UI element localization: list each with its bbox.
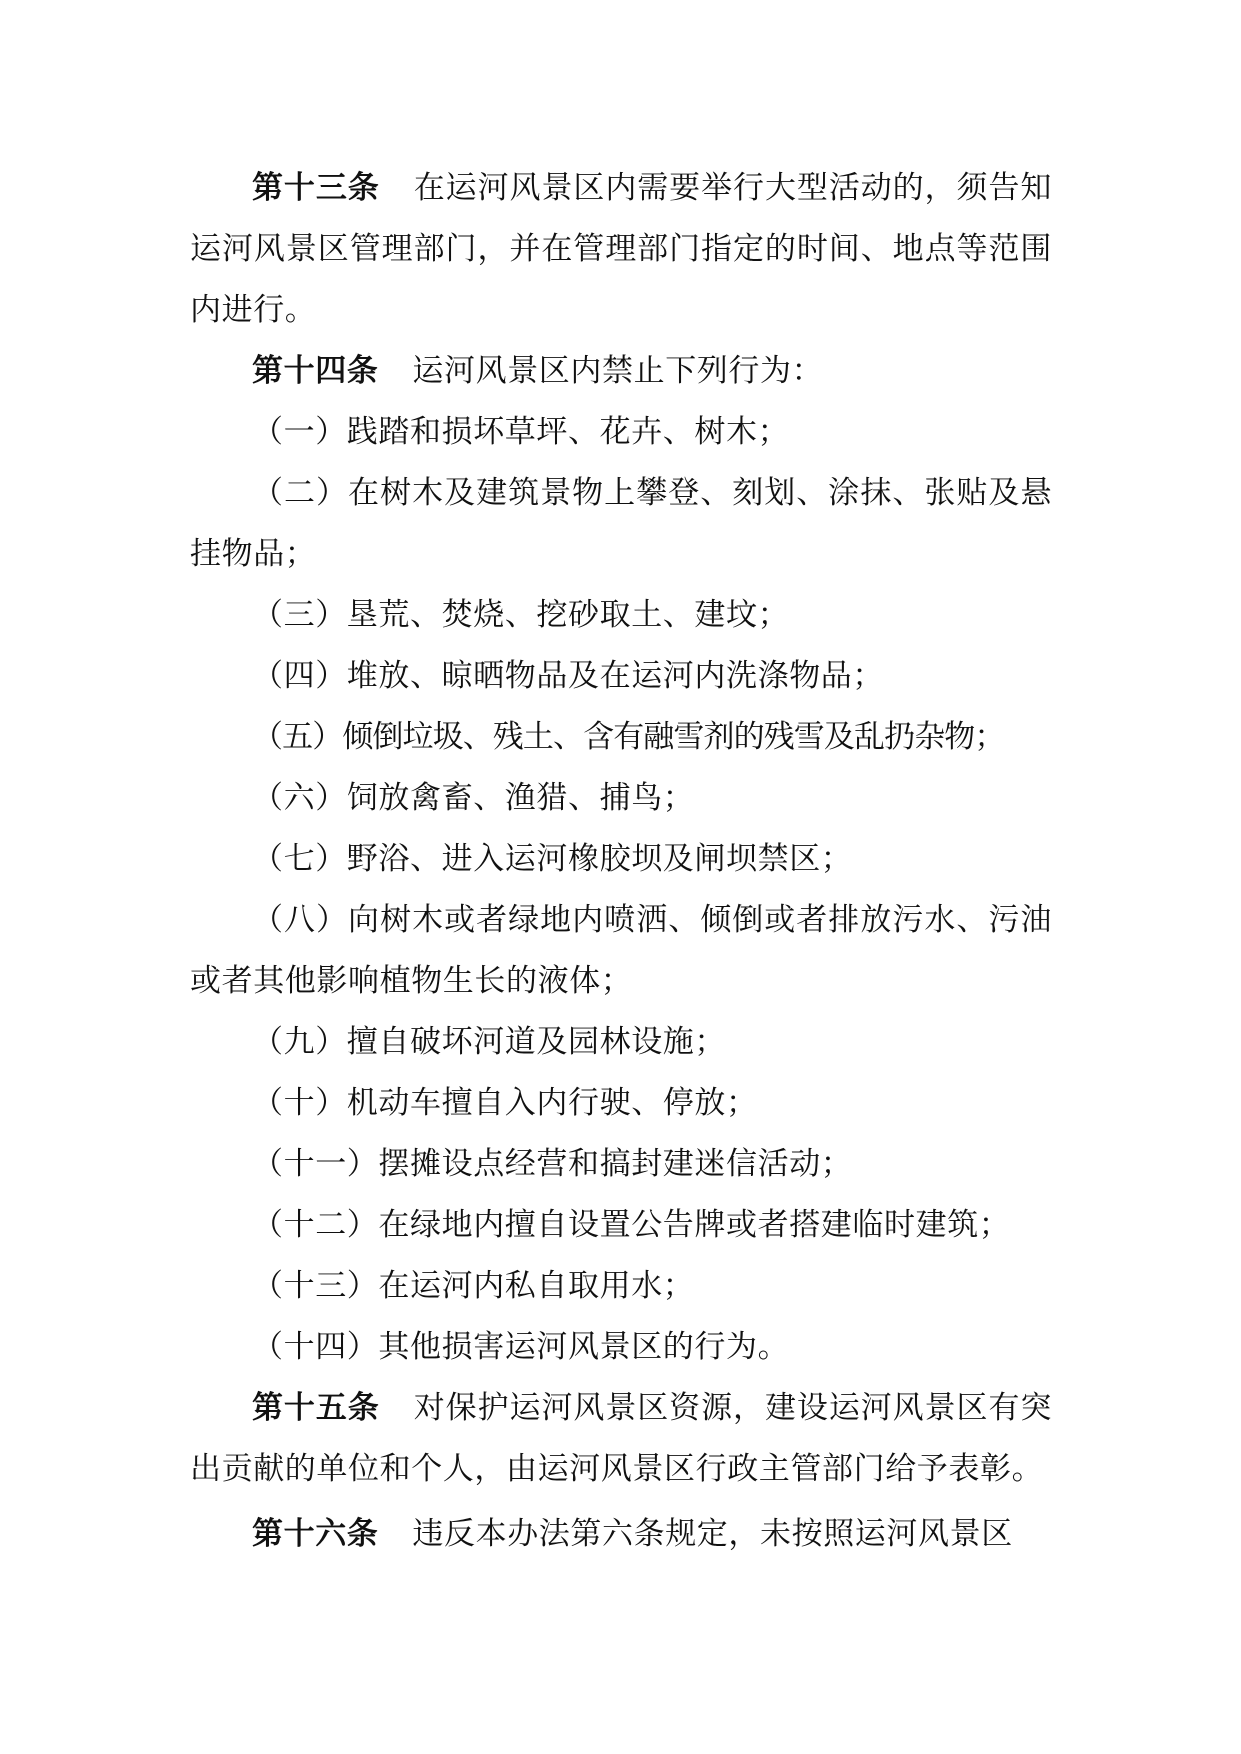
article-text: 对保护运河风景区资源，建设运河风景区有突出贡献的单位和个人，由运河风景区行政主管部门给予表彰。 — [190, 1390, 1053, 1487]
document-body — [190, 158, 1052, 1565]
prohibition-item-7: （七）野浴、进入运河橡胶坝及闸坝禁区； — [252, 841, 853, 877]
article-15 — [190, 1378, 1052, 1500]
article-16 — [190, 1504, 1052, 1565]
article-text: 在运河风景区内需要举行大型活动的，须告知运河风景区管理部门，并在管理部门指定的时间、地点等范围内进行。 — [190, 170, 1053, 328]
prohibition-item-12: （十二）在绿地内擅自设置公告牌或者搭建临时建筑； — [252, 1207, 1011, 1243]
article-14 — [190, 341, 1052, 402]
prohibition-item-2: （二）在树木及建筑景物上攀登、刻划、涂抹、张贴及悬挂物品； — [190, 475, 1052, 572]
prohibition-item-8: （八）向树木或者绿地内喷洒、倾倒或者排放污水、污油或者其他影响植物生长的液体； — [190, 902, 1052, 999]
prohibition-item-1: （一）践踏和损坏草坪、花卉、树木； — [252, 414, 790, 450]
prohibition-item-11: （十一）摆摊设点经营和搞封建迷信活动； — [252, 1146, 853, 1182]
prohibition-item-6: （六）饲放禽畜、渔猎、捕鸟； — [252, 780, 695, 816]
prohibition-item-13: （十三）在运河内私自取用水； — [252, 1268, 695, 1304]
article-number: 第十五条 — [252, 1390, 380, 1426]
article-number: 第十四条 — [252, 353, 379, 389]
prohibition-item-5: （五）倾倒垃圾、残土、含有融雪剂的残雪及乱扔杂物； — [252, 719, 1005, 755]
prohibition-item-10: （十）机动车擅自入内行驶、停放； — [252, 1085, 758, 1121]
prohibition-item-4: （四）堆放、晾晒物品及在运河内洗涤物品； — [252, 658, 884, 694]
article-number: 第十三条 — [252, 170, 380, 206]
article-13 — [190, 158, 1052, 341]
prohibition-item-14: （十四）其他损害运河风景区的行为。 — [252, 1329, 790, 1365]
article-text: 违反本办法第六条规定，未按照运河风景区 — [412, 1516, 1013, 1552]
article-number: 第十六条 — [252, 1516, 379, 1552]
article-text: 运河风景区内禁止下列行为： — [412, 353, 824, 389]
prohibition-item-3: （三）垦荒、焚烧、挖砂取土、建坟； — [252, 597, 790, 633]
prohibition-item-9: （九）擅自破坏河道及园林设施； — [252, 1024, 726, 1060]
